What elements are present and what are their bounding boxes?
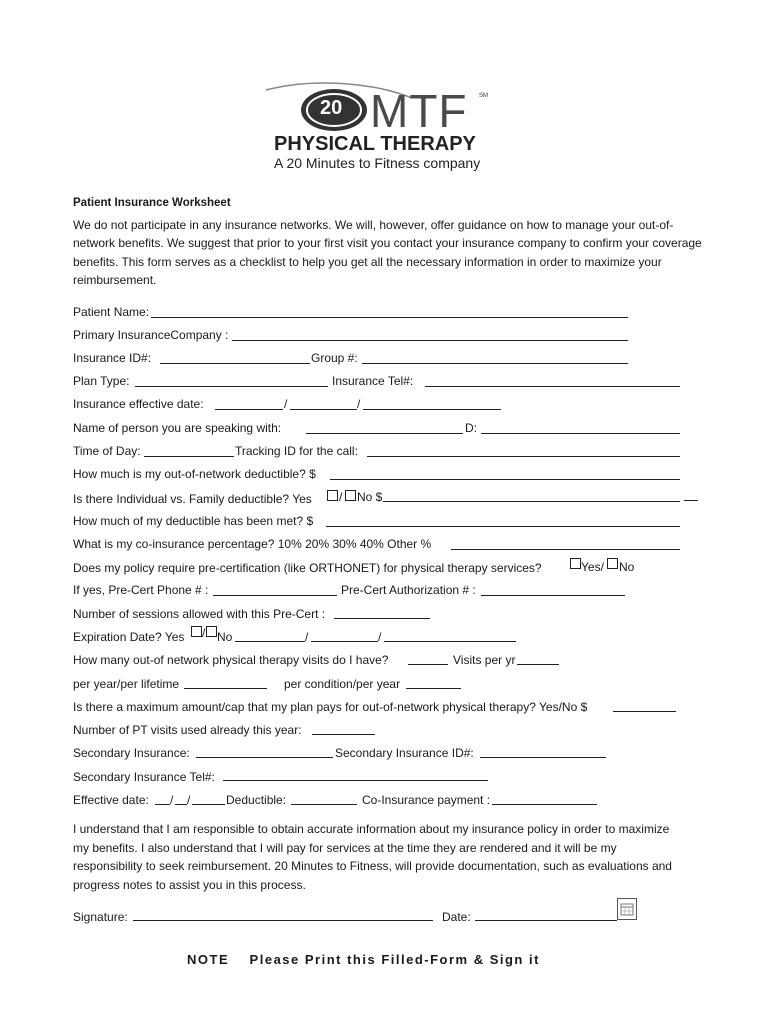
logo-title: PHYSICAL THERAPY <box>274 133 476 155</box>
effective-date-slash-2: / <box>357 397 361 411</box>
print-note: NOTE Please Print this Filled-Form & Sign it <box>187 952 540 967</box>
secondary-tel-label: Secondary Insurance Tel#: <box>73 770 215 784</box>
indiv-family-yes-checkbox[interactable] <box>327 490 338 501</box>
precert-no-checkbox[interactable] <box>607 558 618 569</box>
effective-date2-label: Effective date: <box>73 793 149 807</box>
insurance-id-label: Insurance ID#: <box>73 351 152 365</box>
patient-name-label: Patient Name: <box>73 305 150 319</box>
precert-phone-field[interactable] <box>213 595 337 596</box>
group-field[interactable] <box>362 363 628 364</box>
per-year-lifetime-label: per year/per lifetime <box>73 677 180 691</box>
max-amount-label: Is there a maximum amount/cap that my plan pays for out-of-network physical therapy? Yes/No $ <box>73 700 588 714</box>
d-label: D: <box>465 421 477 435</box>
effective-date-day-field[interactable] <box>290 409 357 410</box>
effective-date-slash-1: / <box>284 397 288 411</box>
effective-date2-year-field[interactable] <box>192 804 225 805</box>
person-speaking-label: Name of person you are speaking with: <box>73 421 282 435</box>
d-field[interactable] <box>481 433 680 434</box>
indiv-family-no-checkbox[interactable] <box>345 490 356 501</box>
calendar-icon[interactable] <box>617 898 637 920</box>
deductible-field[interactable] <box>291 804 357 805</box>
primary-insurance-field[interactable] <box>232 340 628 341</box>
secondary-tel-field[interactable] <box>223 780 488 781</box>
precert-question-label: Does my policy require pre-certification (like ORTHONET) for physical therapy services? <box>73 561 542 575</box>
time-of-day-field[interactable] <box>144 456 234 457</box>
oon-visits-field[interactable] <box>408 664 448 665</box>
statement-line-2: my benefits. I also understand that I will pay for services at the time they are rendered and it will be my <box>73 841 617 855</box>
sessions-allowed-label: Number of sessions allowed with this Pre-Cert : <box>73 607 326 621</box>
precert-auth-field[interactable] <box>481 595 625 596</box>
per-year-lifetime-field[interactable] <box>184 688 267 689</box>
expiration-slash-1: / <box>305 630 309 644</box>
effective-date2-month-field[interactable] <box>155 804 170 805</box>
effective-date2-day-field[interactable] <box>175 804 187 805</box>
indiv-family-amount-field[interactable] <box>383 501 680 502</box>
oon-deductible-field[interactable] <box>330 479 680 480</box>
indiv-family-slash: / <box>339 490 343 504</box>
date-label: Date: <box>442 910 471 924</box>
per-condition-year-field[interactable] <box>406 688 461 689</box>
precert-auth-label: Pre-Cert Authorization # : <box>341 583 476 597</box>
expiration-day-field[interactable] <box>311 641 378 642</box>
indiv-family-extra-line <box>684 500 698 501</box>
insurance-tel-label: Insurance Tel#: <box>332 374 414 388</box>
plan-type-label: Plan Type: <box>73 374 130 388</box>
effective-date-year-field[interactable] <box>363 409 501 410</box>
coinsurance-pct-label: What is my co-insurance percentage? 10% 20% 30% 40% Other % <box>73 537 432 551</box>
expiration-date-label: Expiration Date? Yes <box>73 630 185 644</box>
primary-insurance-label: Primary InsuranceCompany : <box>73 328 229 342</box>
per-condition-year-label: per condition/per year <box>284 677 401 691</box>
logo-badge: 20 <box>320 97 343 119</box>
patient-name-field[interactable] <box>151 317 628 318</box>
signature-label: Signature: <box>73 910 128 924</box>
deductible-met-label: How much of my deductible has been met? $ <box>73 514 314 528</box>
statement-line-3: responsibility to seek reimbursement. 20 Minutes to Fitness, will provide documentation, such as evaluations and <box>73 859 672 873</box>
logo-brand: MTF <box>370 85 468 137</box>
signature-field[interactable] <box>133 920 433 921</box>
date-field[interactable] <box>475 920 617 921</box>
secondary-id-field[interactable] <box>480 757 606 758</box>
secondary-insurance-field[interactable] <box>196 757 333 758</box>
effective-date2-slash-2: / <box>187 793 191 807</box>
coinsurance-payment-label: Co-Insurance payment : <box>362 793 491 807</box>
visits-per-yr-field[interactable] <box>517 664 559 665</box>
person-speaking-field[interactable] <box>306 433 463 434</box>
max-amount-field[interactable] <box>613 711 676 712</box>
expiration-slash-2: / <box>378 630 382 644</box>
statement-line-1: I understand that I am responsible to obtain accurate information about my insurance policy in order to maximize <box>73 822 670 836</box>
expiration-no-label: No <box>217 630 233 644</box>
insurance-tel-field[interactable] <box>425 386 680 387</box>
logo <box>262 80 512 172</box>
expiration-yes-checkbox[interactable] <box>191 626 202 637</box>
deductible-label: Deductible: <box>226 793 287 807</box>
statement-line-4: progress notes to assist you in this process. <box>73 878 306 892</box>
precert-yes-checkbox[interactable] <box>570 558 581 569</box>
precert-phone-label: If yes, Pre-Cert Phone # : <box>73 583 209 597</box>
indiv-family-no-label: No $ <box>357 490 383 504</box>
expiration-slash: / <box>202 626 206 640</box>
expiration-no-checkbox[interactable] <box>206 626 217 637</box>
oon-deductible-label: How much is my out-of-network deductible? $ <box>73 467 316 481</box>
time-of-day-label: Time of Day: <box>73 444 141 458</box>
secondary-insurance-label: Secondary Insurance: <box>73 746 190 760</box>
logo-sm: SM <box>479 93 488 99</box>
effective-date-label: Insurance effective date: <box>73 397 204 411</box>
form-title: Patient Insurance Worksheet <box>73 197 231 209</box>
group-label: Group #: <box>311 351 358 365</box>
intro-paragraph: We do not participate in any insurance networks. We will, however, offer guidance on how to manage your out-of-network benefits. We suggest that prior to your first visit you contact your insurance company to confirm your coverage benefits. This form serves as a checklist to help you get all the necessary information in order to maximize your reimbursement. <box>73 218 702 287</box>
oon-visits-label: How many out-of network physical therapy visits do I have? <box>73 653 389 667</box>
effective-date2-slash-1: / <box>170 793 174 807</box>
precert-yes-label: Yes/ <box>581 560 604 574</box>
secondary-id-label: Secondary Insurance ID#: <box>335 746 474 760</box>
indiv-family-label: Is there Individual vs. Family deductible? Yes <box>73 492 312 506</box>
effective-date-month-field[interactable] <box>215 409 283 410</box>
plan-type-field[interactable] <box>135 386 328 387</box>
coinsurance-pct-field[interactable] <box>451 549 680 550</box>
expiration-month-field[interactable] <box>235 641 305 642</box>
tracking-id-label: Tracking ID for the call: <box>235 444 358 458</box>
visits-per-yr-label: Visits per yr <box>453 653 516 667</box>
pt-visits-used-field[interactable] <box>312 734 375 735</box>
insurance-id-field[interactable] <box>160 363 310 364</box>
logo-tagline: A 20 Minutes to Fitness company <box>274 155 481 171</box>
sessions-allowed-field[interactable] <box>334 618 430 619</box>
deductible-met-field[interactable] <box>326 526 680 527</box>
coinsurance-payment-field[interactable] <box>492 804 597 805</box>
pt-visits-used-label: Number of PT visits used already this year: <box>73 723 302 737</box>
tracking-id-field[interactable] <box>367 456 680 457</box>
precert-no-label: No <box>619 560 635 574</box>
expiration-year-field[interactable] <box>384 641 516 642</box>
